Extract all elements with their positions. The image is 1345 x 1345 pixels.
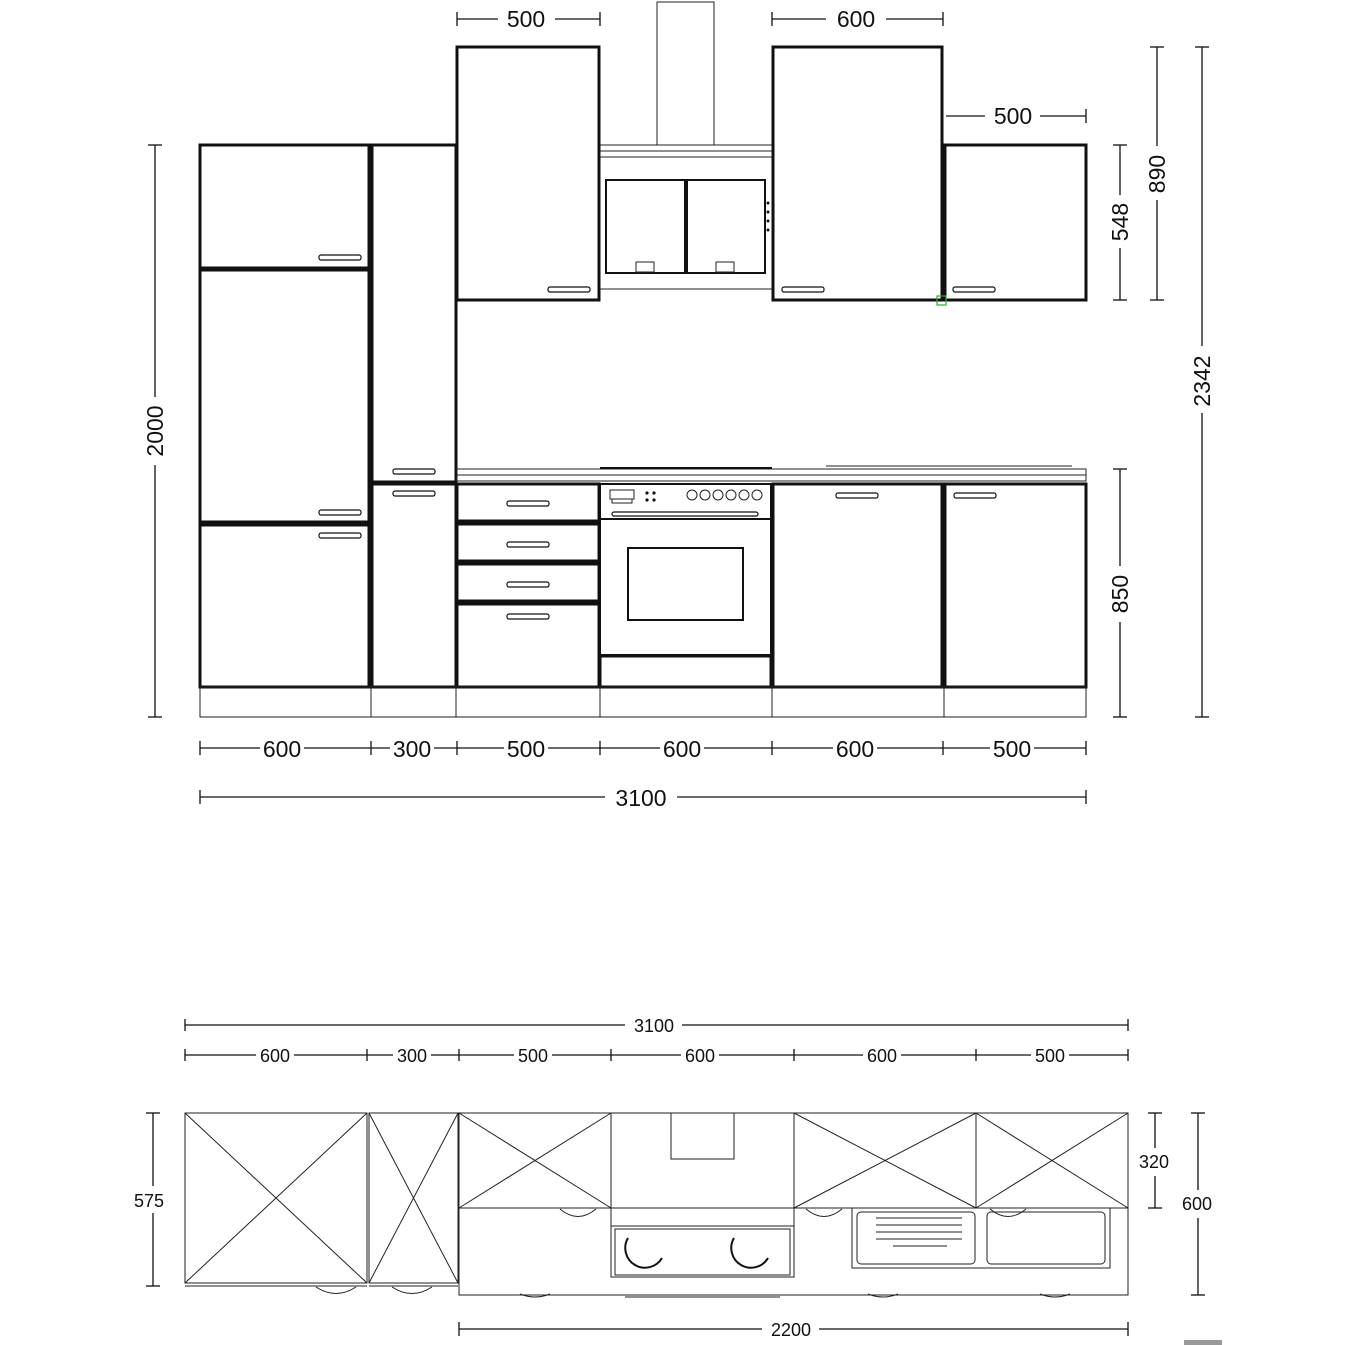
plan-dim-segment-3: 500 — [517, 1046, 549, 1066]
handle — [548, 287, 590, 292]
base-cabinet-500 — [945, 484, 1086, 687]
plan-sink — [852, 1208, 1110, 1268]
upper-cabinet-600 — [773, 47, 942, 300]
dim-upper-right-width: 600 — [836, 6, 876, 32]
dim-segment-1: 600 — [262, 736, 302, 762]
plan-dim-segment-6: 500 — [1034, 1046, 1066, 1066]
dim-total-height: 2342 — [1189, 355, 1215, 407]
dim-tall-height: 2000 — [142, 405, 168, 457]
plan-dim-segment-5: 600 — [866, 1046, 898, 1066]
dim-segment-6: 500 — [992, 736, 1032, 762]
dim-base-height: 850 — [1107, 574, 1133, 614]
plan-dim-base-depth: 600 — [1181, 1194, 1213, 1214]
plan-dim-segment-1: 600 — [259, 1046, 291, 1066]
plan-dim-left-depth: 575 — [133, 1191, 165, 1211]
hood-chimney — [657, 2, 714, 145]
plan-dim-segment-4: 600 — [684, 1046, 716, 1066]
upper-cabinet-500-right — [945, 145, 1086, 300]
dim-upper-left-width: 500 — [506, 6, 546, 32]
niche-door-right — [687, 180, 765, 273]
oven-window — [628, 548, 743, 620]
dim-segment-4: 600 — [662, 736, 702, 762]
dim-upper-height: 548 — [1107, 202, 1133, 242]
handle — [953, 287, 995, 292]
dim-upper-offset: 890 — [1144, 154, 1170, 194]
plan-hood-chimney — [671, 1113, 734, 1159]
dim-total-width: 3100 — [615, 785, 667, 811]
upper-cabinet-500 — [457, 47, 599, 300]
plan-dim-total: 3100 — [633, 1016, 675, 1036]
plan-dim-base-run: 2200 — [770, 1320, 812, 1340]
tall-narrow-upper — [372, 145, 456, 482]
dim-segment-2: 300 — [392, 736, 432, 762]
front-view — [142, 2, 1215, 811]
tall-narrow-lower — [372, 484, 456, 687]
base-cabinet-600 — [773, 484, 942, 687]
tall-cabinet-freezer — [200, 525, 369, 687]
handle — [782, 287, 824, 292]
dim-segment-3: 500 — [506, 736, 546, 762]
scroll-indicator — [1184, 1340, 1222, 1345]
dim-upper-far-right-width: 500 — [993, 103, 1033, 129]
plan-dim-upper-depth: 320 — [1138, 1152, 1170, 1172]
plan-dim-segment-2: 300 — [396, 1046, 428, 1066]
tall-cabinet-top — [200, 145, 369, 268]
niche-door-left — [606, 180, 685, 273]
plan-view — [134, 1016, 1222, 1345]
plinth — [200, 687, 1086, 717]
oven-drawer — [600, 656, 771, 687]
tall-cabinet-fridge — [200, 270, 369, 522]
dim-segment-5: 600 — [835, 736, 875, 762]
